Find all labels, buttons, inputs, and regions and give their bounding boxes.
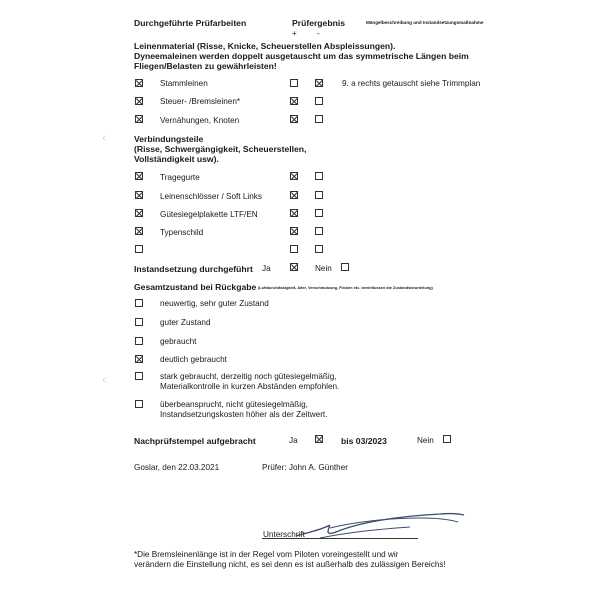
- punch-hole-mark: [103, 377, 116, 383]
- stamp-label: Nachprüfstempel aufgebracht: [134, 436, 256, 446]
- condition-good-label: guter Zustand: [160, 318, 211, 327]
- stamp-yes-label: Ja: [289, 436, 298, 445]
- header-performed-checks: Durchgeführte Prüfarbeiten: [134, 18, 247, 28]
- inspector-name: Prüfer: John A. Günther: [262, 463, 349, 472]
- stitching-minus-box[interactable]: [315, 115, 323, 123]
- stamp-no-box[interactable]: [443, 435, 451, 443]
- condition-like-new-label: neuwertig, sehr guter Zustand: [160, 299, 269, 308]
- risers-check[interactable]: [135, 172, 143, 180]
- stamp-no-label: Nein: [417, 436, 434, 445]
- type-plate-check[interactable]: [135, 227, 143, 235]
- header-minus: -: [317, 29, 320, 38]
- stitching-check[interactable]: [135, 115, 143, 123]
- condition-overstressed-label: Instandsetzungskosten höher als der Zeitwert.: [160, 410, 328, 419]
- stamp-until: bis 03/2023: [341, 436, 387, 446]
- stammleinen-minus-box[interactable]: [315, 79, 323, 87]
- type-plate-minus-box[interactable]: [315, 227, 323, 235]
- type-plate-label: Typenschild: [160, 228, 204, 237]
- condition-clearly-used-label: deutlich gebraucht: [160, 355, 227, 364]
- connections-subtitle: (Risse, Schwergängigkeit, Scheuerstellen,: [134, 144, 307, 154]
- repair-no-box[interactable]: [341, 263, 349, 271]
- signature-label: Unterschrift: [263, 530, 305, 539]
- repair-label: Instandsetzung durchgeführt: [134, 264, 253, 274]
- empty-row-check[interactable]: [135, 245, 143, 253]
- risers-minus-box[interactable]: [315, 172, 323, 180]
- stammleinen-label: Stammleinen: [160, 79, 208, 88]
- header-defect-description: Mängelbeschreibung und Instandsetzungsmaßnahme: [366, 20, 484, 25]
- condition-heavily-used-box[interactable]: [135, 372, 143, 380]
- repair-yes-label: Ja: [262, 264, 271, 273]
- stammleinen-check[interactable]: [135, 79, 143, 87]
- condition-overstressed-box[interactable]: [135, 400, 143, 408]
- risers-plus-box[interactable]: [290, 172, 298, 180]
- soft-links-minus-box[interactable]: [315, 191, 323, 199]
- seal-plate-label: Gütesiegelplakette LTF/EN: [160, 210, 258, 219]
- condition-clearly-used-box[interactable]: [135, 355, 143, 363]
- soft-links-check[interactable]: [135, 191, 143, 199]
- stammleinen-plus-box[interactable]: [290, 79, 298, 87]
- seal-plate-plus-box[interactable]: [290, 209, 298, 217]
- stammleinen-note: 9. a rechts getauscht siehe Trimmplan: [342, 79, 481, 88]
- footnote-line1: *Die Bremsleinenlänge ist in der Regel vom Piloten voreingestellt und wir: [134, 550, 399, 559]
- connections-subtitle: Vollständigkeit usw).: [134, 154, 219, 164]
- stitching-plus-box[interactable]: [290, 115, 298, 123]
- empty-row-plus-box[interactable]: [290, 245, 298, 253]
- connections-title: Verbindungsteile: [134, 134, 204, 144]
- seal-plate-minus-box[interactable]: [315, 209, 323, 217]
- brake-lines-plus-box[interactable]: [290, 97, 298, 105]
- signature-line: [262, 538, 418, 539]
- place-date: Goslar, den 22.03.2021: [134, 463, 220, 472]
- line-material-subtitle: Fliegen/Belasten zu gewährleisten!: [134, 61, 277, 71]
- soft-links-plus-box[interactable]: [290, 191, 298, 199]
- stamp-yes-box[interactable]: [315, 435, 323, 443]
- soft-links-label: Leinenschlösser / Soft Links: [160, 192, 262, 201]
- footnote-line2: verändern die Einstellung nicht, es sei denn es ist außerhalb des zulässigen Bereichs!: [134, 560, 446, 569]
- brake-lines-check[interactable]: [135, 97, 143, 105]
- header-plus: +: [292, 29, 297, 38]
- condition-used-label: gebraucht: [160, 337, 197, 346]
- condition-like-new-box[interactable]: [135, 299, 143, 307]
- brake-lines-minus-box[interactable]: [315, 97, 323, 105]
- condition-title: Gesamtzustand bei Rückgabe: [134, 282, 257, 292]
- risers-label: Tragegurte: [160, 173, 200, 182]
- condition-good-box[interactable]: [135, 318, 143, 326]
- condition-heavily-used-label: stark gebraucht, derzeitig noch gütesiegelmäßig,: [160, 372, 337, 381]
- condition-subtitle: (Luftdurchlässigkeit, Alter, Verschmutzung, Flicken etc. beeinflussen die Zustandsbeurteilung): [258, 285, 433, 290]
- condition-heavily-used-label: Materialkontrolle in kurzen Abständen empfohlen.: [160, 382, 340, 391]
- empty-row-minus-box[interactable]: [315, 245, 323, 253]
- signature-scribble: [290, 502, 470, 550]
- repair-yes-box[interactable]: [290, 263, 298, 271]
- punch-hole-mark: [103, 135, 116, 141]
- seal-plate-check[interactable]: [135, 209, 143, 217]
- stitching-label: Vernähungen, Knoten: [160, 116, 240, 125]
- brake-lines-label: Steuer- /Bremsleinen*: [160, 97, 241, 106]
- header-test-result: Prüfergebnis: [292, 18, 346, 28]
- line-material-subtitle: Dyneemaleinen werden doppelt ausgetauscht um das symmetrische Längen beim: [134, 51, 469, 61]
- condition-overstressed-label: überbeansprucht, nicht gütesiegelmäßig,: [160, 400, 308, 409]
- condition-used-box[interactable]: [135, 337, 143, 345]
- repair-no-label: Nein: [315, 264, 332, 273]
- type-plate-plus-box[interactable]: [290, 227, 298, 235]
- line-material-title: Leinenmaterial (Risse, Knicke, Scheuerstellen Abspleissungen).: [134, 41, 396, 51]
